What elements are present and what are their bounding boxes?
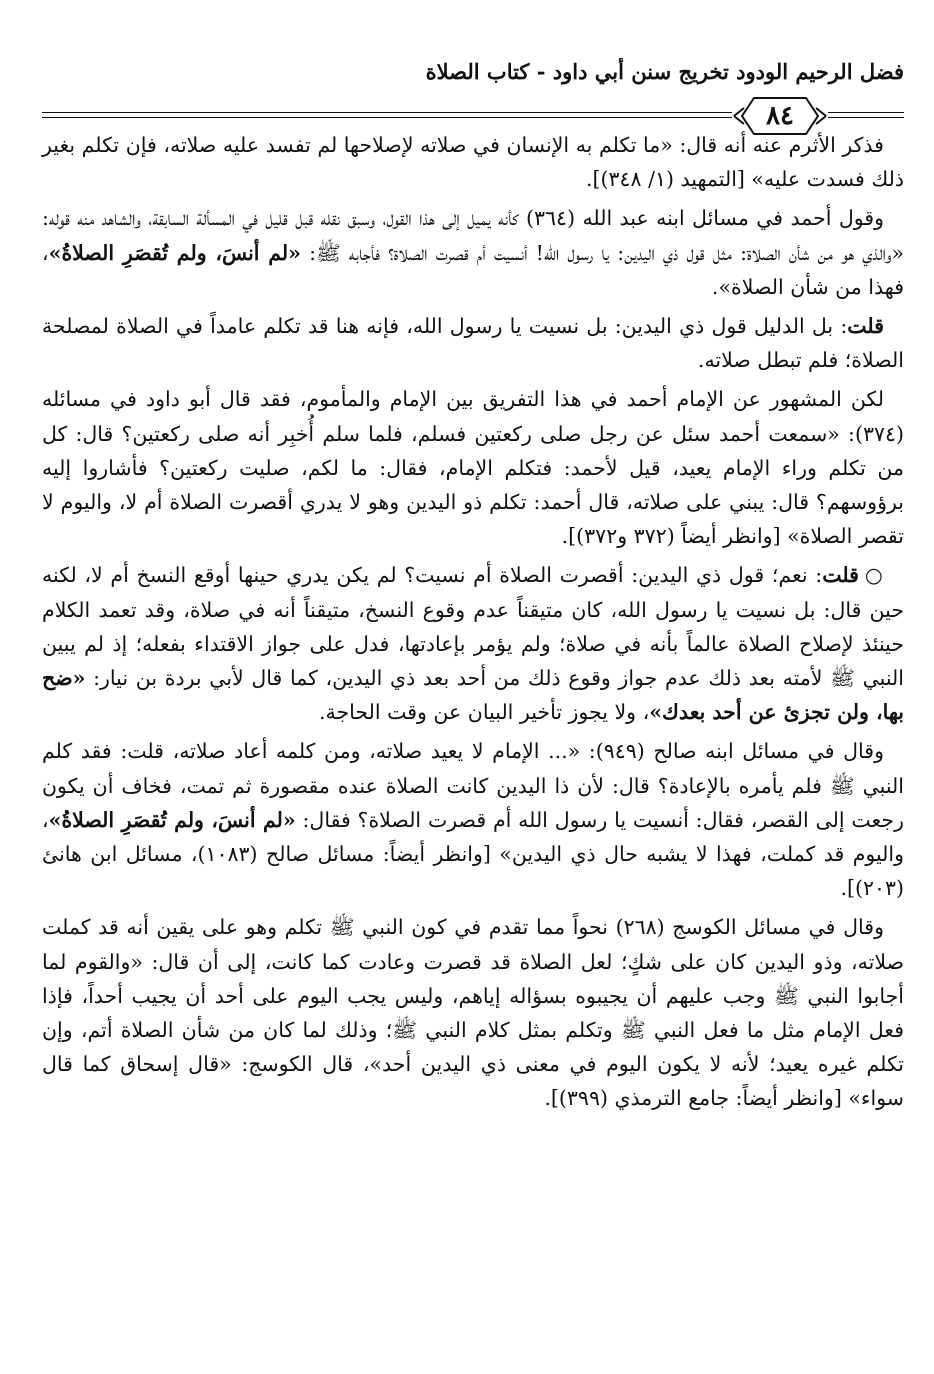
- bold-text: قلت: [822, 563, 859, 588]
- bold-text: «ضح بها، ولن تجزئ عن أحد بعدك»: [42, 666, 904, 725]
- text-run: وقال في مسائل ابنه صالح (٩٤٩): «... الإمام لا يعيد صلاته، ومن كلمه أعاد صلاته، قلت: فقد كلم النبي ﷺ فلم يأمره بالإعادة؟ قال: لأن ذا اليدين كانت الصلاة عنده مقصورة ثم تمت، فخاف أن يكون رجعت إلى القصر، فقال: أنسيت يا رسول الله أم قصرت الصلاة؟ فقال:: [42, 739, 904, 832]
- text-run: ، واليوم قد كملت، فهذا لا يشبه حال ذي اليدين» [وانظر أيضاً: مسائل صالح (١٠٨٣)، مسائل ابن هانئ (٢٠٣)].: [42, 807, 905, 901]
- text-run: : بل الدليل قول ذي اليدين: بل نسيت يا رسول الله، فإنه هنا قد تكلم عامداً في الصلاة لمصلحة الصلاة؛ فلم تبطل صلاته.: [42, 314, 904, 373]
- running-title: فضل الرحيم الودود تخريج سنن أبي داود - كتاب الصلاة: [425, 59, 904, 84]
- page-number: ٨٤: [766, 101, 794, 131]
- bold-text: «لم أنسَ، ولم تُقصَرِ الصلاةُ»: [48, 240, 301, 265]
- bold-text: «لم أنسَ، ولم تُقصَرِ الصلاةُ»: [48, 807, 296, 832]
- text-run: ، ولا يجوز تأخير البيان عن وقت الحاجة.: [318, 700, 650, 725]
- paragraph: [42, 382, 904, 553]
- bullet-circle-icon: ○: [864, 563, 884, 588]
- text-run: لكن المشهور عن الإمام أحمد في هذا التفريق بين الإمام والمأموم، فقد قال أبو داود في مسائله (٣٧٤): «سمعت أحمد سئل عن رجل صلى ركعتين فسلم، فلما سلم أُخبِر أنه صلى ركعتين؟ قال: كل من تكلم وراء الإمام يعيد، قيل لأحمد: فتكلم الإمام، فقال: ما لكم، صليت ركعتين؟ فأشاروا إليه برؤوسهم؟ قال: يبني على صلاته، قال أحمد: تكلم ذو اليدين وهو لا يدري أقصرت الصلاة أم لا، واليوم لا تقصر الصلاة» [وانظر أيضاً (٣٧٢ و٣٧٢)].: [42, 387, 904, 549]
- paragraph: [42, 128, 904, 196]
- text-run: وقول أحمد في مسائل ابنه عبد الله (٣٦٤) كأنه يميل إلى هذا القول، وسبق نقله قبل قليل في المسألة السابقة، والشاهد منه قوله: «والذي هو من شأن الصلاة: مثل قول ذي اليدين: يا رسول الله! أنسيت أم قصرت الصلاة؟ فأجابه ﷺ:: [42, 206, 904, 265]
- text-run: فذكر الأثرم عنه أنه قال: «ما تكلم به الإنسان في صلاته لإصلاحها لم تفسد عليه صلاته، فإن تكلم بغير ذلك فسدت عليه» [التمهيد (١/ ٣٤٨)].: [42, 133, 904, 192]
- bold-text: قلت: [847, 314, 884, 339]
- text-run: وقال في مسائل الكوسج (٢٦٨) نحواً مما تقدم في كون النبي ﷺ تكلم وهو على يقين أنه قد كملت صلاته، وذو اليدين كان على شكٍ؛ لعل الصلاة قد قصرت وعادت كما كانت، إلى أن قال: «والقوم لما أجابوا النبي ﷺ وجب عليهم أن يجيبوه بسؤاله إياهم، وليس يجب اليوم على أحد أن يجيب أحداً، فإذا فعل الإمام مثل ما فعل النبي ﷺ وتكلم بمثل كلام النبي ﷺ؛ وذلك لما كان من شأن الصلاة أتم، وإن تكلم غيره يعيد؛ لأنه لا يكون اليوم في معنى ذي اليدين أحد»، قال الكوسج: «قال إسحاق كما قال سواء» [وانظر أيضاً: جامع الترمذي (٣٩٩)].: [42, 915, 904, 1111]
- text-run: ، فهذا من شأن الصلاة».: [42, 240, 904, 299]
- paragraph: [42, 558, 904, 729]
- paragraph: [42, 734, 904, 905]
- book-page: [42, 28, 904, 1348]
- page-body: [42, 128, 904, 1121]
- paragraph: [42, 910, 904, 1115]
- paragraph: [42, 309, 904, 377]
- paragraph: [42, 201, 904, 304]
- text-run: : نعم؛ قول ذي اليدين: أقصرت الصلاة أم نسيت؟ لم يكن يدري حينها أوقع النسخ أم لا، لكنه حين قال: بل نسيت يا رسول الله، كان متيقناً عدم وقوع النسخ، متيقناً أنه في صلاة، وقد تعمد الكلام حينئذ لإصلاح الصلاة عالماً بأنه في صلاة؛ ولم يؤمر بإعادتها، فدل على جواز الاقتداء بفعله؛ إذ لم يبين النبي ﷺ لأمته بعد ذلك عدم جواز وقوع ذلك من أحد بعد ذي اليدين، كما قال لأبي بردة بن نيار:: [42, 563, 904, 691]
